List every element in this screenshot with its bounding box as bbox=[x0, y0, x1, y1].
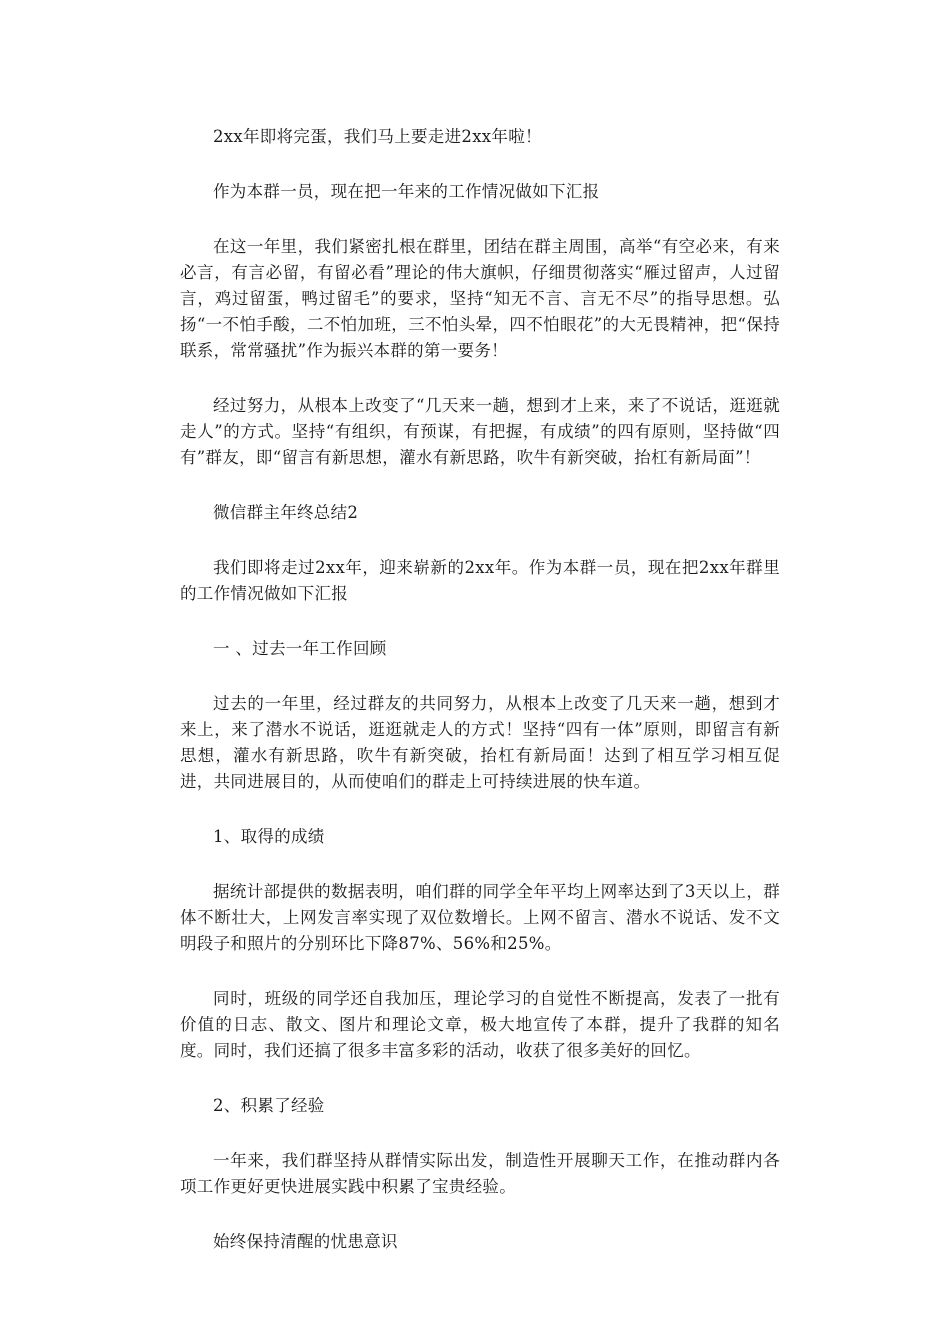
paragraph-activities: 同时，班级的同学还自我加压，理论学习的自觉性不断提高，发表了一批有价值的日志、散文、图片和理论文章，极大地宣传了本群，提升了我群的知名度。同时，我们还搞了很多丰富多彩的活动，收获了很多美好的回忆。 bbox=[180, 989, 780, 1060]
paragraph-efforts: 经过努力，从根本上改变了“几天来一趟，想到才上来，来了不说话，逛逛就走人”的方式。坚持“有组织，有预谋，有把握，有成绩”的四有原则，坚持做“四有”群友，即“留言有新思想，灌水有新思路，吹牛有新突破，抬杠有新局面”！ bbox=[180, 396, 780, 467]
section-heading-review: 一 、过去一年工作回顾 bbox=[213, 639, 387, 658]
section-heading-summary-2: 微信群主年终总结2 bbox=[213, 503, 359, 522]
paragraph-summary-intro: 我们即将走过2xx年，迎来崭新的2xx年。作为本群一员，现在把2xx年群里的工作情况做如下汇报 bbox=[180, 558, 780, 603]
section-heading-experience: 2、积累了经验 bbox=[213, 1096, 325, 1115]
section-heading-achievements: 1、取得的成绩 bbox=[213, 827, 325, 846]
paragraph-awareness: 始终保持清醒的忧患意识 bbox=[213, 1232, 398, 1251]
paragraph-experience-body: 一年来，我们群坚持从群情实际出发，制造性开展聊天工作，在推动群内各项工作更好更快进展实践中积累了宝贵经验。 bbox=[180, 1151, 780, 1196]
document-body bbox=[180, 124, 780, 1284]
paragraph-intro: 2xx年即将完蛋，我们马上要走进2xx年啦！ bbox=[213, 127, 542, 146]
paragraph-statistics: 据统计部提供的数据表明，咱们群的同学全年平均上网率达到了3天以上，群体不断壮大，上网发言率实现了双位数增长。上网不留言、潜水不说话、发不文明段子和照片的分别环比下降87%、56%和25%。 bbox=[180, 882, 780, 953]
paragraph-report-intro: 作为本群一员，现在把一年来的工作情况做如下汇报 bbox=[213, 182, 600, 201]
paragraph-review-body: 过去的一年里，经过群友的共同努力，从根本上改变了几天来一趟，想到才来上，来了潜水不说话，逛逛就走人的方式！坚持“四有一体”原则，即留言有新思想，灌水有新思路，吹牛有新突破，抬杠有新局面！达到了相互学习相互促进，共同进展目的，从而使咱们的群走上可持续进展的快车道。 bbox=[180, 694, 780, 791]
paragraph-year-review: 在这一年里，我们紧密扎根在群里，团结在群主周围，高举“有空必来，有来必言，有言必留，有留必看”理论的伟大旗帜，仔细贯彻落实“雁过留声，人过留言，鸡过留蛋，鸭过留毛”的要求，坚持“知无不言、言无不尽”的指导思想。弘扬“一不怕手酸，二不怕加班，三不怕头晕，四不怕眼花”的大无畏精神，把“保持联系，常常骚扰”作为振兴本群的第一要务！ bbox=[180, 237, 780, 360]
